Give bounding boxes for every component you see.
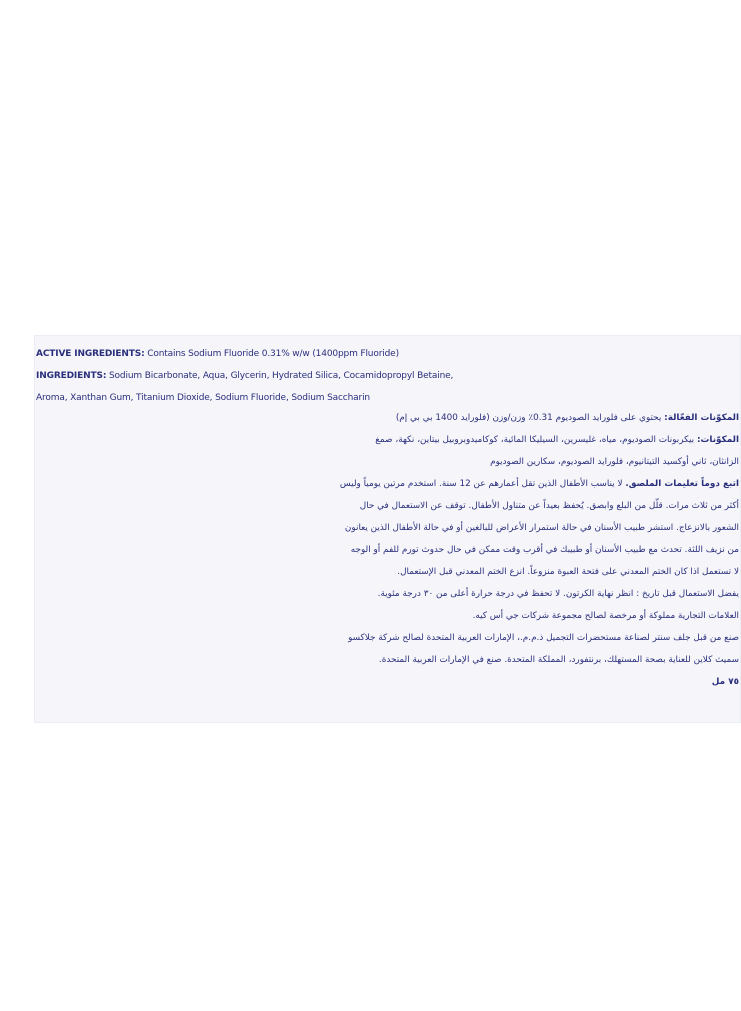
volume-label: ٧٥ مل xyxy=(711,677,739,687)
arabic-manufacturer-line-2: سميث كلاين للعناية بصحة المستهلك، برنتفورد، المملكة المتحدة. صنع في الإمارات العربية المتحدة. xyxy=(378,655,739,665)
arabic-active-text: يحتوي على فلورايد الصوديوم 0.31٪ وزن/وزن (فلورايد 1400 بي بي إم) xyxy=(395,413,665,423)
arabic-text-block xyxy=(34,407,741,693)
ingredients-line-2: Aroma, Xanthan Gum, Titanium Dioxide, Sodium Fluoride, Sodium Saccharin xyxy=(36,393,370,403)
active-ingredients-heading: ACTIVE INGREDIENTS: xyxy=(36,349,145,359)
arabic-instructions-line-2: أكثر من ثلاث مرات. قلّل من البلع وابصق. يُحفظ بعيداً عن متناول الأطفال. توقف عن الاستعمال في حال xyxy=(359,501,739,511)
arabic-active-heading: المكوّنات الفعّالة: xyxy=(664,413,739,423)
arabic-active-line xyxy=(34,407,741,429)
ingredients-heading: INGREDIENTS: xyxy=(36,371,107,381)
arabic-instructions-text-1: لا يناسب الأطفال الذين تقل أعمارهم عن 12 سنة. استخدم مرتين يومياً وليس xyxy=(339,479,626,489)
active-ingredients-text: Contains Sodium Fluoride 0.31% w/w (1400ppm Fluoride) xyxy=(144,349,399,359)
arabic-trademark-line: العلامات التجارية مملوكة أو مرخصة لصالح مجموعة شركات جي أس كيه. xyxy=(472,611,739,621)
arabic-ingredients-line-2: الزانثان، ثاني أوكسيد التيتانيوم، فلورايد الصوديوم، سكارين الصوديوم xyxy=(490,457,739,467)
product-label-panel xyxy=(34,335,741,723)
arabic-instructions-line-3: الشعور بالانزعاج. استشر طبيب الأسنان في حالة استمرار الأعراض للبالغين أو في حالة الأطفال الذين يعانون xyxy=(344,523,739,533)
arabic-ingredients-heading: المكوّنات: xyxy=(696,435,739,445)
english-ingredients-block xyxy=(34,343,734,409)
ingredients-line-1 xyxy=(34,365,734,387)
arabic-instructions-line-4: من نزيف اللثة. تحدث مع طبيب الأسنان أو طبيبك في أقرب وقت ممكن في حال حدوث تورم للفم أو الوجه xyxy=(350,545,739,555)
arabic-instructions-line-1 xyxy=(34,473,741,495)
arabic-storage-line: يفضل الاستعمال قبل تاريخ : انظر نهاية الكرتون. لا تحفظ في درجة حرارة أعلى من ٣٠ درجة مئوية. xyxy=(377,589,739,599)
arabic-ingredients-line-1 xyxy=(34,429,741,451)
arabic-manufacturer-line-1: صنع من قبل جلف سنتر لصناعة مستحضرات التجميل ذ.م.م.، الإمارات العربية المتحدة لصالح شركة جلاكسو xyxy=(348,633,739,643)
ingredients-text-1: Sodium Bicarbonate, Aqua, Glycerin, Hydrated Silica, Cocamidopropyl Betaine, xyxy=(106,371,454,381)
active-ingredients-line xyxy=(34,343,734,365)
arabic-ingredients-text-1: بيكربونات الصوديوم، مياه، غليسرين، السيليكا المائية، كوكاميدوبروبيل بيتاين، نكهة، صمغ xyxy=(375,435,697,445)
arabic-instructions-line-5: لا تستعمل اذا كان الختم المعدني على فتحة العبوة منزوعاً. انزع الختم المعدني قبل الإستعمال. xyxy=(397,567,739,577)
arabic-instructions-heading: اتبع دوماً تعليمات الملصق. xyxy=(625,479,739,489)
